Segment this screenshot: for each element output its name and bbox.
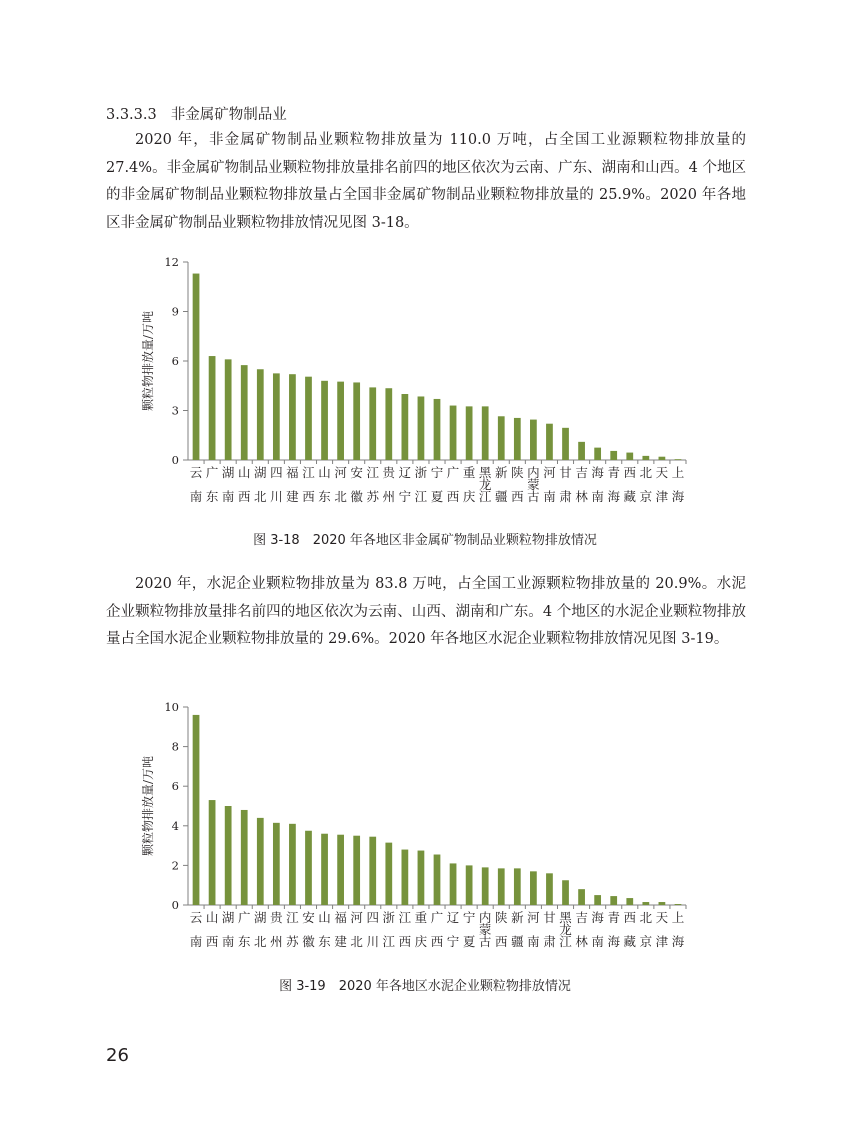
x-tick-label: 河南 [527, 910, 540, 949]
x-tick-label: 山西 [237, 465, 251, 504]
x-tick-label: 上海 [671, 465, 685, 504]
bar [273, 823, 280, 905]
x-tick-label: 宁夏 [462, 910, 476, 949]
bar [305, 377, 312, 460]
y-axis-label: 颗粒物排放量/万吨 [141, 310, 155, 412]
x-tick-label: 辽宁 [446, 910, 460, 949]
bar [321, 381, 328, 460]
bar [626, 898, 633, 905]
bar [578, 442, 585, 460]
x-tick-label: 山西 [205, 910, 219, 949]
bar [369, 837, 376, 905]
bar [385, 388, 392, 460]
bar [514, 868, 521, 905]
bar [337, 382, 344, 460]
bar [225, 359, 232, 460]
x-tick-label: 上海 [671, 910, 685, 949]
bar [450, 406, 457, 460]
bar [530, 871, 537, 905]
x-tick-label: 湖南 [221, 910, 235, 949]
bar [418, 396, 425, 460]
x-tick-label: 甘肃 [559, 465, 572, 504]
x-tick-label: 辽宁 [398, 465, 412, 504]
x-tick-label: 青海 [607, 465, 620, 504]
x-tick-label: 福建 [334, 910, 347, 949]
x-tick-label: 河南 [543, 465, 556, 504]
bar [675, 459, 682, 460]
x-tick-label: 青海 [607, 910, 620, 949]
x-tick-label: 北京 [639, 465, 653, 504]
x-tick-label: 天津 [655, 465, 669, 504]
x-tick-label: 新疆 [495, 465, 508, 504]
bar [193, 274, 200, 460]
bar [498, 868, 505, 905]
bar [241, 365, 248, 460]
bar [369, 387, 376, 460]
bar [337, 835, 344, 905]
section-number: 3.3.3.3 [106, 107, 157, 123]
x-tick-label: 广东 [237, 910, 251, 949]
bar [273, 373, 280, 460]
x-tick-label: 湖南 [221, 465, 235, 504]
y-tick-label: 6 [171, 354, 179, 368]
y-axis-label: 颗粒物排放量/万吨 [141, 755, 155, 857]
x-tick-label: 安徽 [302, 910, 315, 949]
x-tick-label: 贵州 [270, 910, 283, 949]
bar [466, 865, 473, 905]
x-tick-label: 江西 [302, 465, 315, 504]
bar [659, 457, 666, 460]
page-number: 26 [106, 1045, 129, 1066]
y-tick-label: 0 [171, 453, 179, 467]
bar [257, 369, 264, 460]
paragraph-cement: 2020 年，水泥企业颗粒物排放量为 83.8 万吨，占全国工业源颗粒物排放量的 20.9%。水泥企业颗粒物排放量排名前四的地区依次为云南、山西、湖南和广东。4 个地区的水泥企业颗粒物排放量占全国水泥企业颗粒物排放量的 29.6%。2020 年各地区水泥企业颗粒物排放情况见图 3-19。 [106, 576, 746, 647]
x-tick-label: 陕西 [495, 910, 508, 949]
bar [418, 851, 425, 905]
x-tick-label: 北京 [639, 910, 653, 949]
x-tick-label: 天津 [655, 910, 669, 949]
x-tick-label: 海南 [591, 465, 604, 504]
bar [209, 800, 216, 905]
x-tick-label: 海南 [591, 910, 604, 949]
x-tick-label: 四川 [270, 465, 283, 504]
bar [289, 824, 296, 905]
x-tick-label: 安徽 [350, 465, 363, 504]
x-tick-label: 湖北 [254, 910, 267, 949]
x-tick-label: 河北 [334, 465, 347, 504]
bar [562, 428, 569, 460]
bar [241, 810, 248, 905]
paragraph-nonmetal: 2020 年，非金属矿物制品业颗粒物排放量为 110.0 万吨，占全国工业源颗粒物排放量的 27.4%。非金属矿物制品业颗粒物排放量排名前四的地区依次为云南、广东、湖南和山西。4 个地区的非金属矿物制品业颗粒物排放量占全国非金属矿物制品业颗粒物排放量的 25.9%。2020 年各地区非金属矿物制品业颗粒物排放情况见图 3-18。 [106, 132, 746, 231]
x-tick-label: 四川 [366, 910, 379, 949]
y-tick-label: 6 [171, 779, 179, 794]
bar [594, 895, 601, 905]
bar [466, 406, 473, 460]
bar [257, 818, 264, 905]
x-tick-label: 江苏 [286, 910, 299, 949]
bar [450, 863, 457, 905]
x-tick-label: 甘肃 [543, 910, 556, 949]
bar [305, 831, 312, 905]
y-tick-label: 12 [164, 255, 179, 269]
x-tick-label: 广东 [205, 465, 219, 504]
y-tick-label: 4 [171, 818, 179, 833]
bar [434, 855, 441, 905]
figure-caption-3-18: 图 3-18 2020 年各地区非金属矿物制品业颗粒物排放情况 [253, 533, 597, 548]
x-tick-label: 陕西 [511, 465, 524, 504]
x-tick-label: 江西 [398, 910, 412, 949]
bar [530, 420, 537, 460]
x-tick-label: 江苏 [366, 465, 379, 504]
x-tick-label: 云南 [189, 910, 203, 949]
x-tick-label: 黑龙江 [559, 910, 572, 949]
bar [225, 806, 232, 905]
bar [626, 453, 633, 460]
y-tick-label: 2 [171, 858, 179, 873]
x-tick-label: 云南 [189, 465, 203, 504]
x-tick-label: 贵州 [382, 465, 396, 504]
y-tick-label: 8 [171, 739, 179, 754]
bar [594, 448, 601, 460]
x-tick-label: 山东 [318, 910, 331, 949]
y-tick-label: 0 [171, 898, 179, 912]
x-tick-label: 西藏 [623, 910, 637, 949]
x-tick-label: 黑龙江 [478, 465, 492, 504]
x-tick-label: 福建 [286, 465, 299, 504]
y-tick-label: 9 [171, 304, 179, 319]
y-tick-label: 3 [171, 403, 179, 418]
bar [434, 399, 441, 460]
x-tick-label: 广西 [446, 465, 460, 504]
bar [353, 836, 360, 905]
bar [642, 902, 649, 905]
figure-caption-3-19: 图 3-19 2020 年各地区水泥企业颗粒物排放情况 [279, 979, 571, 994]
bar [482, 406, 489, 460]
bar [675, 904, 682, 905]
bar [385, 843, 392, 905]
bar [401, 394, 408, 460]
bar [289, 374, 296, 460]
bar [578, 889, 585, 905]
x-tick-label: 新疆 [511, 910, 524, 949]
chart-nonmetal-mineral [0, 250, 850, 515]
x-tick-label: 内蒙古 [527, 465, 540, 504]
x-tick-label: 湖北 [254, 465, 267, 504]
x-tick-label: 重庆 [414, 910, 428, 949]
bar [401, 850, 408, 905]
x-tick-label: 浙江 [382, 910, 396, 949]
bar [562, 880, 569, 905]
bar [498, 416, 505, 460]
bar [193, 715, 200, 905]
section-heading [106, 103, 287, 124]
x-tick-label: 山东 [318, 465, 331, 504]
bar [610, 451, 617, 460]
x-tick-label: 宁夏 [430, 465, 444, 504]
x-tick-label: 内蒙古 [478, 910, 492, 949]
section-title: 非金属矿物制品业 [170, 107, 287, 123]
bar [642, 456, 649, 460]
bar [353, 382, 360, 460]
x-tick-label: 吉林 [575, 910, 588, 949]
x-tick-label: 重庆 [462, 465, 476, 504]
bar [482, 867, 489, 905]
y-tick-label: 10 [164, 700, 179, 714]
bar [321, 834, 328, 905]
bar [610, 896, 617, 905]
x-tick-label: 广西 [430, 910, 444, 949]
bar [209, 356, 216, 460]
bar [514, 418, 521, 460]
bar [546, 424, 553, 460]
x-tick-label: 吉林 [575, 465, 588, 504]
x-tick-label: 浙江 [414, 465, 428, 504]
bar [546, 873, 553, 905]
x-tick-label: 西藏 [623, 465, 637, 504]
chart-cement [0, 695, 850, 960]
x-tick-label: 河北 [350, 910, 363, 949]
bar [659, 902, 666, 905]
